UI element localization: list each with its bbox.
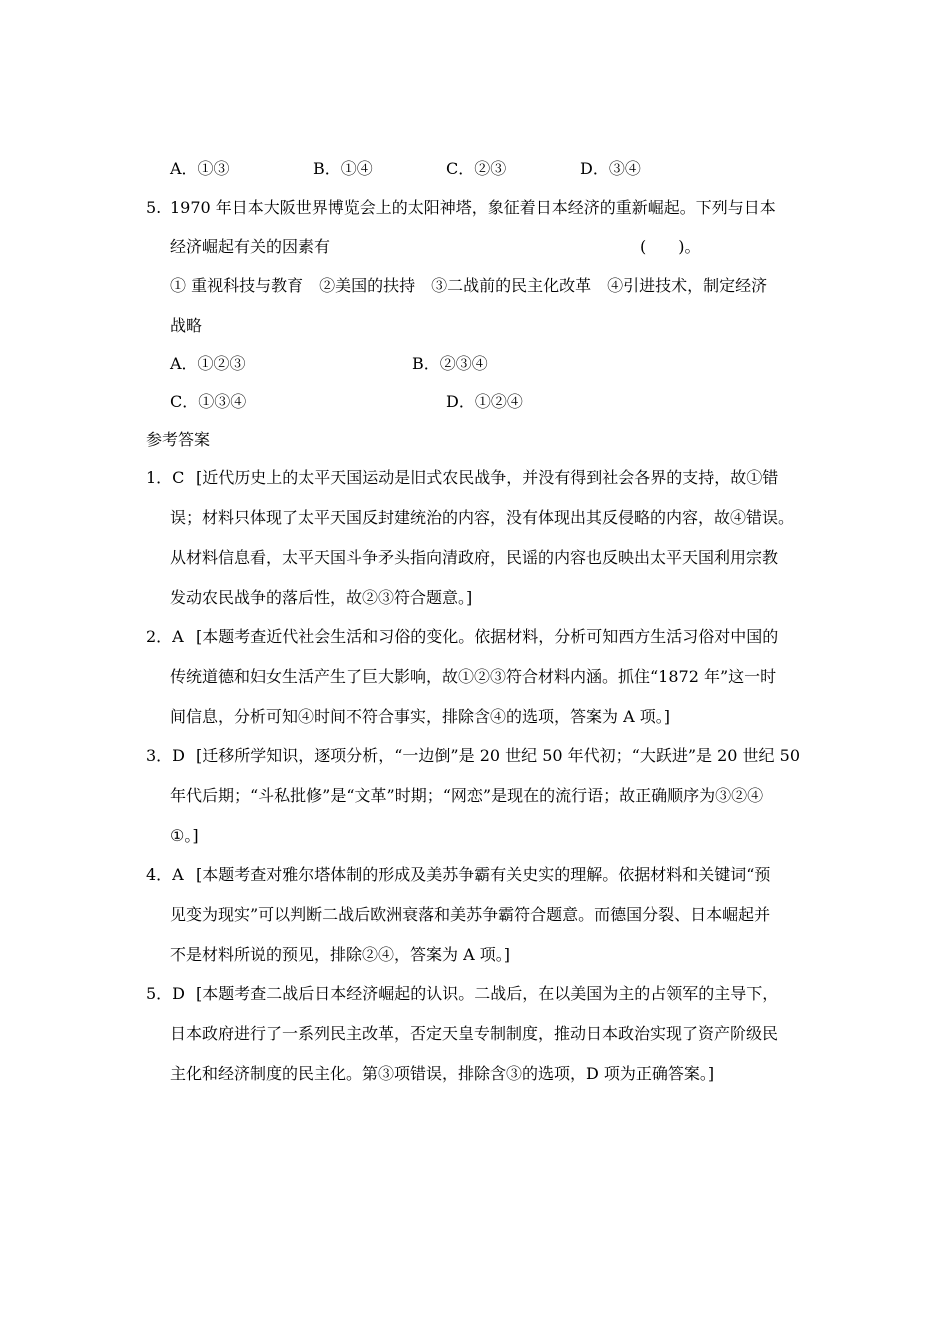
answer-4-line: 不是材料所说的预见，排除②④，答案为 A 项。] (170, 945, 510, 964)
q5-option-a: A．①②③ (170, 354, 246, 373)
q4-option-b: B．①④ (313, 159, 373, 178)
answer-1-line: 从材料信息看，太平天国斗争矛头指向清政府，民谣的内容也反映出太平天国利用宗教 (170, 548, 779, 567)
answer-1-line: [近代历史上的太平天国运动是旧式农民战争，并没有得到社会各界的支持，故①错 (196, 468, 779, 487)
answer-2-line: 间信息，分析可知④时间不符合事实，排除含④的选项，答案为 A 项。] (170, 707, 670, 726)
answer-5-line: 日本政府进行了一系列民主改革，否定天皇专制制度，推动日本政治实现了资产阶级民 (170, 1024, 779, 1043)
q4-option-d: D．③④ (580, 159, 641, 178)
answer-4-number: 4．A (146, 865, 184, 884)
answer-3-line: [迁移所学知识，逐项分析，“一边倒”是 20 世纪 50 年代初；“大跃进”是 20 世纪 50 (196, 746, 801, 765)
answer-1-line: 误；材料只体现了太平天国反封建统治的内容，没有体现出其反侵略的内容，故④错误。 (170, 508, 795, 527)
answer-2-line: [本题考查近代社会生活和习俗的变化。依据材料，分析可知西方生活习俗对中国的 (196, 627, 779, 646)
answer-3-line: 年代后期；“斗私批修”是“文革”时期；“网恋”是现在的流行语；故正确顺序为③②④ (170, 786, 764, 805)
answer-3-number: 3．D (146, 746, 186, 765)
q5-answer-bracket: ( )。 (640, 237, 701, 256)
answer-2-number: 2．A (146, 627, 184, 646)
q4-option-c: C．②③ (446, 159, 507, 178)
q4-option-a: A．①③ (170, 159, 230, 178)
answer-4-line: 见变为现实”可以判断二战后欧洲衰落和美苏争霸符合题意。而德国分裂、日本崛起并 (170, 905, 771, 924)
q5-option-d: D．①②④ (446, 392, 523, 411)
answer-5-line: 主化和经济制度的民主化。第③项错误，排除含③的选项，D 项为正确答案。] (170, 1064, 715, 1083)
answers-heading: 参考答案 (146, 430, 211, 449)
answer-5-line: [本题考查二战后日本经济崛起的认识。二战后，在以美国为主的占领军的主导下， (196, 984, 779, 1003)
q5-option-b: B．②③④ (412, 354, 488, 373)
answer-2-line: 传统道德和妇女生活产生了巨大影响，故①②③符合材料内涵。抓住“1872 年”这一时 (170, 667, 777, 686)
q5-stem-line1: 1970 年日本大阪世界博览会上的太阳神塔，象征着日本经济的重新崛起。下列与日本 (170, 198, 776, 217)
answer-1-line: 发动农民战争的落后性，故②③符合题意。] (170, 588, 473, 607)
answer-1-number: 1．C (146, 468, 185, 487)
q5-option-c: C．①③④ (170, 392, 247, 411)
answer-4-line: [本题考查对雅尔塔体制的形成及美苏争霸有关史实的理解。依据材料和关键词“预 (196, 865, 771, 884)
q5-items-line2: 战略 (170, 316, 203, 335)
q5-number: 5. (146, 198, 162, 217)
answer-3-line: ①。] (170, 826, 199, 845)
answer-5-number: 5．D (146, 984, 186, 1003)
q5-stem-line2: 经济崛起有关的因素有 (170, 237, 331, 256)
q5-items-line1: ① 重视科技与教育 ②美国的扶持 ③二战前的民主化改革 ④引进技术，制定经济 (170, 276, 768, 295)
